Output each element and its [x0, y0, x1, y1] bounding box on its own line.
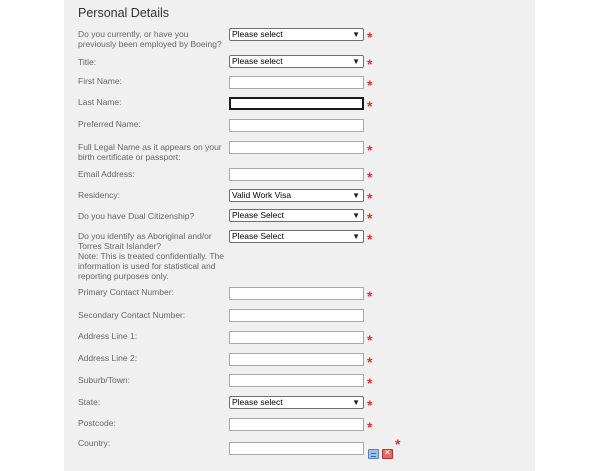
required-marker: *	[367, 56, 373, 72]
select-value: Please Select	[232, 210, 284, 220]
postcode-field[interactable]	[229, 418, 364, 431]
address-line-2-field[interactable]	[229, 353, 364, 366]
label-address-line-1: Address Line 1:	[78, 331, 138, 341]
required-marker: *	[367, 29, 373, 45]
required-marker: *	[367, 288, 373, 304]
label-full-legal-name: Full Legal Name as it appears on your birth certificate or passport:	[78, 142, 222, 162]
select-value: Valid Work Visa	[232, 190, 292, 200]
secondary-contact-field[interactable]	[229, 309, 364, 322]
required-marker: *	[367, 169, 373, 185]
required-marker: *	[367, 77, 373, 93]
label-residency: Residency:	[78, 190, 121, 200]
chevron-down-icon: ▼	[352, 232, 360, 241]
chevron-down-icon: ▼	[352, 191, 360, 200]
primary-contact-field[interactable]	[229, 287, 364, 300]
label-postcode: Postcode:	[78, 418, 116, 428]
full-legal-name-field[interactable]	[229, 141, 364, 154]
required-marker: *	[367, 231, 373, 247]
email-field[interactable]	[229, 168, 364, 181]
label-last-name: Last Name:	[78, 97, 122, 107]
preferred-name-field[interactable]	[229, 119, 364, 132]
first-name-field[interactable]	[229, 76, 364, 89]
state-select[interactable]	[229, 396, 364, 409]
select-value: Please select	[232, 397, 283, 407]
boeing-employment-select[interactable]	[229, 28, 364, 41]
required-marker: *	[367, 375, 373, 391]
label-boeing-employment: Do you currently, or have you previously been employed by Boeing?	[78, 29, 222, 49]
residency-select[interactable]	[229, 189, 364, 202]
address-line-1-field[interactable]	[229, 331, 364, 344]
required-marker: *	[395, 436, 401, 452]
chevron-down-icon: ▼	[352, 30, 360, 39]
label-address-line-2: Address Line 2:	[78, 353, 138, 363]
label-suburb-town: Suburb/Town:	[78, 375, 130, 385]
label-aboriginal: Do you identify as Aboriginal and/or Torres Strait Islander? Note: This is treated confidentially. The information is used for statistical and reporting purposes only.	[78, 231, 224, 281]
label-primary-contact: Primary Contact Number:	[78, 287, 174, 297]
chevron-down-icon: ▼	[352, 398, 360, 407]
required-marker: *	[367, 142, 373, 158]
section-title: Personal Details	[78, 6, 170, 20]
title-select[interactable]	[229, 55, 364, 68]
select-value: Please Select	[232, 231, 284, 241]
label-preferred-name: Preferred Name:	[78, 119, 141, 129]
required-marker: *	[367, 332, 373, 348]
clear-icon[interactable]	[382, 449, 393, 459]
chevron-down-icon: ▼	[352, 211, 360, 220]
label-secondary-contact: Secondary Contact Number:	[78, 310, 186, 320]
label-title: Title:	[78, 57, 97, 67]
label-dual-citizenship: Do you have Dual Citizenship?	[78, 211, 195, 221]
label-first-name: First Name:	[78, 76, 122, 86]
select-value: Please select	[232, 29, 283, 39]
required-marker: *	[367, 190, 373, 206]
country-field[interactable]	[229, 442, 364, 455]
label-state: State:	[78, 397, 101, 407]
aboriginal-select[interactable]	[229, 230, 364, 243]
required-marker: *	[367, 397, 373, 413]
required-marker: *	[367, 354, 373, 370]
dual-citizenship-select[interactable]	[229, 209, 364, 222]
required-marker: *	[367, 210, 373, 226]
suburb-town-field[interactable]	[229, 374, 364, 387]
last-name-field[interactable]	[229, 97, 364, 110]
label-email: Email Address:	[78, 169, 135, 179]
label-country: Country:	[78, 438, 111, 448]
required-marker: *	[367, 98, 373, 114]
required-marker: *	[367, 419, 373, 435]
chevron-down-icon: ▼	[352, 57, 360, 66]
select-value: Please select	[232, 56, 283, 66]
list-icon[interactable]	[368, 449, 379, 459]
